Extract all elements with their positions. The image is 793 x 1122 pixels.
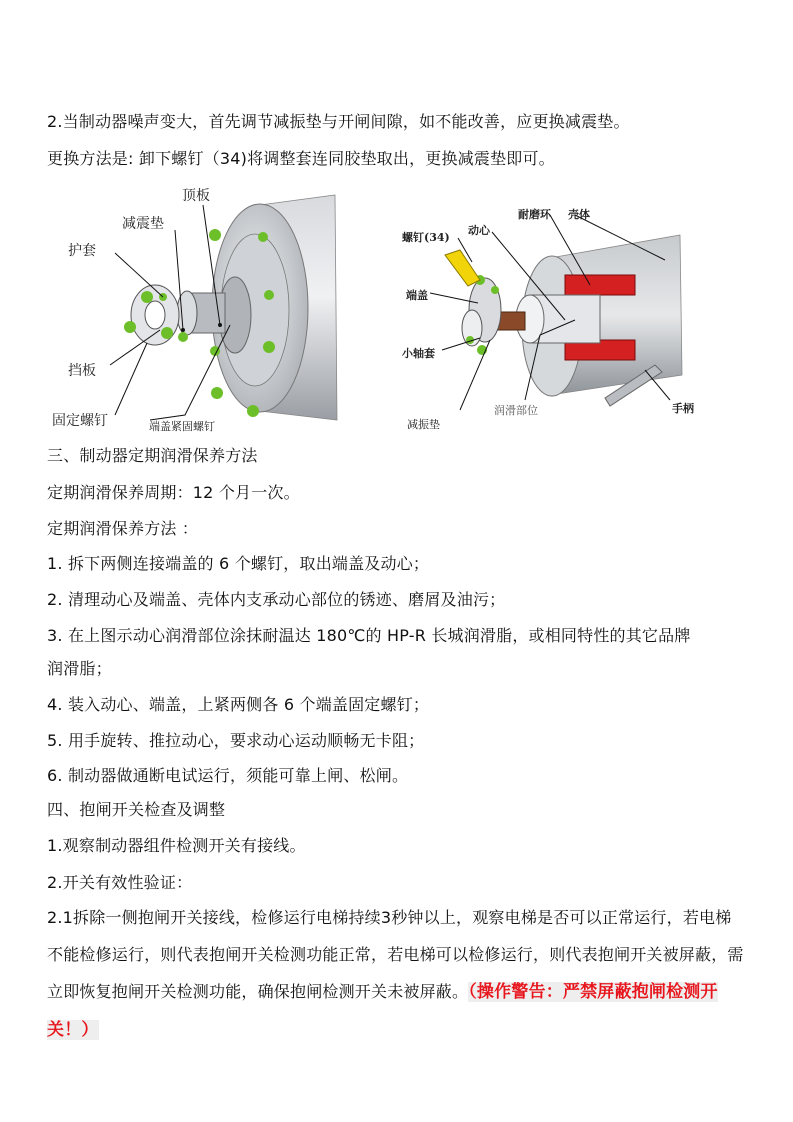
- check-2-1-text: 2.1拆除一侧抱闸开关接线，检修运行电梯持续3秒钟以上，观察电梯是否可以正常运行，若电梯不能检修运行，则代表抱闸开关检测功能正常，若电梯可以检修运行，则代表抱闸开关被屏蔽，需立即恢复抱闸开关检测功能，确保抱闸检测开关未被屏蔽。: [47, 908, 744, 1001]
- label-housing: 壳体: [568, 208, 590, 221]
- label-top-plate: 顶板: [182, 188, 210, 204]
- step-3b: 润滑脂；: [47, 659, 112, 678]
- label-baffle: 挡板: [68, 363, 96, 379]
- label-damper-pad: 减震垫: [122, 216, 164, 232]
- left-brake-illustration: [55, 175, 355, 435]
- label-screw-34: 螺钉(34): [402, 231, 450, 244]
- label-sleeve: 护套: [68, 243, 96, 259]
- noise-adjust-line: 2.当制动器噪声变大，首先调节减振垫与开闸间隙，如不能改善，应更换减震垫。: [47, 112, 630, 131]
- step-5: 5. 用手旋转、推拉动心，要求动心运动顺畅无卡阻；: [47, 731, 425, 750]
- step-3a: 3. 在上图示动心润滑部位涂抹耐温达 180℃的 HP-R 长城润滑脂，或相同特性的其它品牌: [47, 626, 691, 645]
- label-end-cap: 端盖: [406, 289, 428, 302]
- label-lube-area: 润滑部位: [494, 404, 538, 417]
- step-1: 1. 拆下两侧连接端盖的 6 个螺钉，取出端盖及动心；: [47, 554, 430, 573]
- step-4: 4. 装入动心、端盖，上紧两侧各 6 个端盖固定螺钉；: [47, 695, 430, 714]
- section-4-title: 四、抱闸开关检查及调整: [47, 800, 226, 819]
- label-wear-ring: 耐磨环: [518, 208, 551, 221]
- replace-method-line: 更换方法是: 卸下螺钉（34)将调整套连同胶垫取出，更换减震垫即可。: [47, 149, 555, 168]
- label-fixing-screw: 固定螺钉: [52, 413, 108, 429]
- label-cap-screw: 端盖紧固螺钉: [149, 420, 215, 433]
- step-6: 6. 制动器做通断电试运行，须能可靠上闸、松闸。: [47, 766, 409, 785]
- label-core: 动心: [468, 224, 490, 237]
- check-1: 1.观察制动器组件检测开关有接线。: [47, 836, 306, 855]
- step-2: 2. 清理动心及端盖、壳体内支承动心部位的锈迹、磨屑及油污；: [47, 590, 506, 609]
- label-damper: 减振垫: [407, 418, 440, 431]
- label-small-bushing: 小轴套: [402, 347, 435, 360]
- lube-cycle: 定期润滑保养周期：12 个月一次。: [47, 483, 300, 502]
- check-2-1-paragraph: [47, 899, 747, 1049]
- check-2: 2.开关有效性验证：: [47, 873, 193, 892]
- section-3-title: 三、制动器定期润滑保养方法: [47, 446, 258, 465]
- warning-text: （操作警告：严禁屏蔽抱闸检测开关！）: [47, 982, 718, 1040]
- lube-method-title: 定期润滑保养方法 ：: [47, 519, 199, 538]
- label-handle: 手柄: [672, 402, 694, 415]
